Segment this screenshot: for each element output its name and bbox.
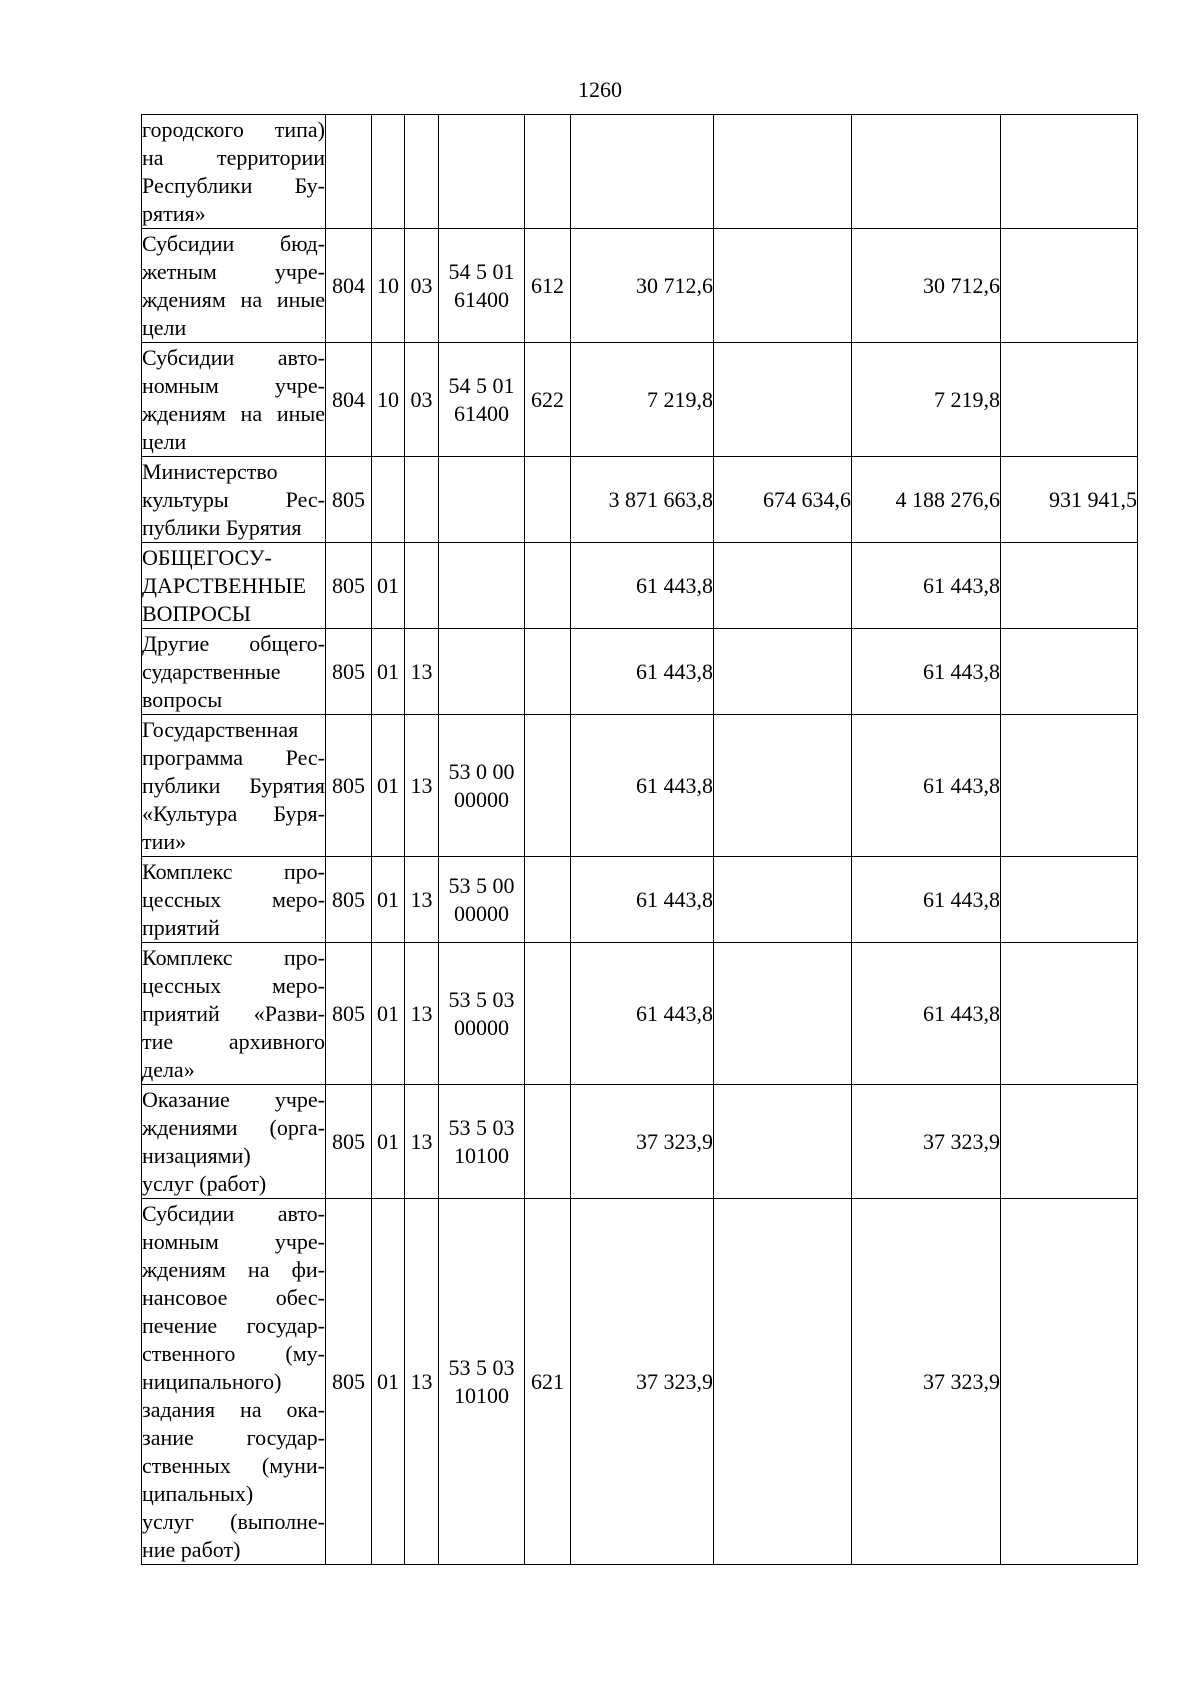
table-row: [142, 543, 1138, 629]
section-code-cell: 01: [372, 943, 405, 1085]
amount-cell-1: 37 323,9: [571, 1085, 714, 1199]
row-name-line: печение государ-: [142, 1312, 325, 1338]
amount-cell-4: [1001, 115, 1138, 229]
table-row: [142, 857, 1138, 943]
budget-table: [141, 114, 1138, 1565]
row-name-line: приятий: [142, 914, 220, 940]
target-article-cell: [439, 629, 525, 715]
target-article-cell: [439, 115, 525, 229]
amount-cell-2: [714, 543, 852, 629]
amount-cell-3: 61 443,8: [852, 629, 1001, 715]
row-name-line: ВОПРОСЫ: [142, 600, 251, 626]
amount-cell-2: [714, 343, 852, 457]
table-row: [142, 629, 1138, 715]
table-row: [142, 115, 1138, 229]
row-name-line: «Культура Буря-: [142, 800, 325, 826]
amount-cell-4: [1001, 343, 1138, 457]
row-name-line: ципальных): [142, 1480, 254, 1506]
grbs-code-cell: 805: [326, 629, 372, 715]
row-name-line: ждениями (орга-: [142, 1114, 325, 1140]
amount-cell-4: [1001, 543, 1138, 629]
row-name-line: задания на ока-: [142, 1396, 325, 1422]
expense-type-cell: 622: [525, 343, 571, 457]
section-code-cell: 01: [372, 543, 405, 629]
row-name-line: номным учре-: [142, 372, 325, 398]
amount-cell-2: [714, 857, 852, 943]
amount-cell-4: [1001, 1199, 1138, 1565]
section-code-cell: 01: [372, 715, 405, 857]
grbs-code-cell: 805: [326, 457, 372, 543]
row-name-line: Оказание учре-: [142, 1086, 325, 1112]
row-name: [142, 343, 326, 457]
section-code-cell: 01: [372, 629, 405, 715]
amount-cell-2: [714, 715, 852, 857]
expense-type-cell: [525, 115, 571, 229]
row-name-line: ственных (муни-: [142, 1452, 325, 1478]
row-name-line: дела»: [142, 1056, 195, 1082]
subsection-code-cell: [405, 457, 439, 543]
row-name-line: городского типа): [142, 116, 325, 142]
amount-cell-2: [714, 115, 852, 229]
row-name: [142, 115, 326, 229]
subsection-code-cell: 13: [405, 857, 439, 943]
amount-cell-1: 61 443,8: [571, 629, 714, 715]
grbs-code-cell: 805: [326, 543, 372, 629]
row-name-line: ниципального): [142, 1368, 282, 1394]
row-name-line: Государственная: [142, 716, 299, 742]
table-row: [142, 715, 1138, 857]
table-row: [142, 943, 1138, 1085]
amount-cell-1: 7 219,8: [571, 343, 714, 457]
table-row: [142, 343, 1138, 457]
expense-type-cell: [525, 543, 571, 629]
row-name-line: цессных меро-: [142, 972, 325, 998]
target-article-line: 00000: [454, 900, 509, 926]
grbs-code-cell: [326, 115, 372, 229]
amount-cell-3: 61 443,8: [852, 543, 1001, 629]
section-code-cell: 01: [372, 1085, 405, 1199]
row-name-line: услуг (выполне-: [142, 1508, 325, 1534]
amount-cell-1: 30 712,6: [571, 229, 714, 343]
subsection-code-cell: 13: [405, 715, 439, 857]
row-name-line: культуры Рес-: [142, 486, 325, 512]
row-name-line: рятия»: [142, 200, 206, 226]
page-number: 1260: [578, 77, 622, 102]
row-name: [142, 457, 326, 543]
row-name-line: ственного (му-: [142, 1340, 325, 1366]
grbs-code-cell: 805: [326, 857, 372, 943]
target-article-cell: [439, 715, 525, 857]
table-row: [142, 229, 1138, 343]
row-name-line: ждениям на фи-: [142, 1256, 325, 1282]
row-name: [142, 629, 326, 715]
subsection-code-cell: [405, 115, 439, 229]
amount-cell-2: [714, 629, 852, 715]
row-name-line: нансовое обес-: [142, 1284, 325, 1310]
row-name: [142, 543, 326, 629]
row-name-line: Министерство: [142, 458, 278, 484]
target-article-line: 54 5 01: [448, 372, 515, 398]
amount-cell-3: 37 323,9: [852, 1199, 1001, 1565]
table-row: [142, 457, 1138, 543]
amount-cell-2: [714, 943, 852, 1085]
section-code-cell: 10: [372, 229, 405, 343]
expense-type-cell: [525, 715, 571, 857]
amount-cell-1: 61 443,8: [571, 857, 714, 943]
amount-cell-3: 4 188 276,6: [852, 457, 1001, 543]
row-name-line: ДАРСТВЕННЫЕ: [142, 572, 307, 598]
target-article-line: 10100: [454, 1142, 509, 1168]
section-code-cell: [372, 457, 405, 543]
row-name: [142, 1199, 326, 1565]
row-name-line: программа Рес-: [142, 744, 325, 770]
table-body: [142, 115, 1138, 1565]
target-article-line: 61400: [454, 286, 509, 312]
row-name-line: Комплекс про-: [142, 944, 325, 970]
target-article-cell: [439, 543, 525, 629]
row-name-line: низациями): [142, 1142, 251, 1168]
table-row: [142, 1085, 1138, 1199]
amount-cell-2: [714, 1199, 852, 1565]
row-name: [142, 857, 326, 943]
section-code-cell: 01: [372, 1199, 405, 1565]
target-article-line: 53 0 00: [448, 758, 515, 784]
target-article-line: 00000: [454, 1014, 509, 1040]
amount-cell-4: 931 941,5: [1001, 457, 1138, 543]
target-article-cell: [439, 457, 525, 543]
row-name-line: ждениям на иные: [142, 286, 325, 312]
amount-cell-2: [714, 229, 852, 343]
section-code-cell: 10: [372, 343, 405, 457]
amount-cell-1: 37 323,9: [571, 1199, 714, 1565]
row-name-line: номным учре-: [142, 1228, 325, 1254]
target-article-cell: [439, 1199, 525, 1565]
grbs-code-cell: 805: [326, 715, 372, 857]
expense-type-cell: [525, 1085, 571, 1199]
amount-cell-1: 61 443,8: [571, 943, 714, 1085]
target-article-line: 53 5 03: [448, 1114, 515, 1140]
expense-type-cell: 612: [525, 229, 571, 343]
amount-cell-4: [1001, 229, 1138, 343]
row-name-line: тие архивного: [142, 1028, 325, 1054]
subsection-code-cell: 13: [405, 1199, 439, 1565]
amount-cell-3: 61 443,8: [852, 715, 1001, 857]
target-article-cell: [439, 943, 525, 1085]
target-article-cell: [439, 343, 525, 457]
amount-cell-4: [1001, 943, 1138, 1085]
row-name-line: на территории: [142, 144, 325, 170]
row-name-line: Субсидии бюд-: [142, 230, 325, 256]
row-name-line: Комплекс про-: [142, 858, 325, 884]
row-name-line: публики Бурятия: [142, 772, 325, 798]
grbs-code-cell: 804: [326, 343, 372, 457]
amount-cell-3: 61 443,8: [852, 943, 1001, 1085]
row-name-line: публики Бурятия: [142, 514, 302, 540]
row-name-line: жетным учре-: [142, 258, 325, 284]
target-article-cell: [439, 1085, 525, 1199]
amount-cell-4: [1001, 857, 1138, 943]
section-code-cell: 01: [372, 857, 405, 943]
subsection-code-cell: 03: [405, 343, 439, 457]
target-article-line: 53 5 00: [448, 872, 515, 898]
row-name-line: цессных меро-: [142, 886, 325, 912]
row-name-line: сударственные: [142, 658, 281, 684]
target-article-line: 61400: [454, 400, 509, 426]
subsection-code-cell: 13: [405, 629, 439, 715]
subsection-code-cell: 13: [405, 943, 439, 1085]
row-name: [142, 229, 326, 343]
grbs-code-cell: 805: [326, 1085, 372, 1199]
subsection-code-cell: 03: [405, 229, 439, 343]
grbs-code-cell: 805: [326, 1199, 372, 1565]
row-name-line: тии»: [142, 828, 187, 854]
amount-cell-3: 30 712,6: [852, 229, 1001, 343]
section-code-cell: [372, 115, 405, 229]
grbs-code-cell: 804: [326, 229, 372, 343]
row-name: [142, 943, 326, 1085]
amount-cell-4: [1001, 629, 1138, 715]
row-name: [142, 715, 326, 857]
row-name-line: Субсидии авто-: [142, 1200, 325, 1226]
row-name-line: ние работ): [142, 1536, 241, 1562]
target-article-line: 00000: [454, 786, 509, 812]
amount-cell-4: [1001, 1085, 1138, 1199]
expense-type-cell: 621: [525, 1199, 571, 1565]
target-article-cell: [439, 857, 525, 943]
row-name-line: ждениям на иные: [142, 400, 325, 426]
row-name-line: услуг (работ): [142, 1170, 267, 1196]
subsection-code-cell: [405, 543, 439, 629]
amount-cell-3: 7 219,8: [852, 343, 1001, 457]
amount-cell-2: [714, 1085, 852, 1199]
target-article-line: 53 5 03: [448, 1354, 515, 1380]
row-name-line: Республики Бу-: [142, 172, 325, 198]
row-name-line: ОБЩЕГОСУ-: [142, 544, 272, 570]
row-name-line: Другие общего-: [142, 630, 325, 656]
amount-cell-2: 674 634,6: [714, 457, 852, 543]
amount-cell-1: 61 443,8: [571, 715, 714, 857]
row-name-line: цели: [142, 428, 187, 454]
expense-type-cell: [525, 629, 571, 715]
amount-cell-1: 3 871 663,8: [571, 457, 714, 543]
row-name: [142, 1085, 326, 1199]
target-article-line: 54 5 01: [448, 258, 515, 284]
grbs-code-cell: 805: [326, 943, 372, 1085]
amount-cell-1: 61 443,8: [571, 543, 714, 629]
table-row: [142, 1199, 1138, 1565]
amount-cell-3: 61 443,8: [852, 857, 1001, 943]
subsection-code-cell: 13: [405, 1085, 439, 1199]
row-name-line: цели: [142, 314, 187, 340]
expense-type-cell: [525, 857, 571, 943]
row-name-line: приятий «Разви-: [142, 1000, 325, 1026]
row-name-line: вопросы: [142, 686, 223, 712]
amount-cell-4: [1001, 715, 1138, 857]
row-name-line: зание государ-: [142, 1424, 325, 1450]
amount-cell-1: [571, 115, 714, 229]
amount-cell-3: [852, 115, 1001, 229]
expense-type-cell: [525, 943, 571, 1085]
amount-cell-3: 37 323,9: [852, 1085, 1001, 1199]
target-article-line: 10100: [454, 1382, 509, 1408]
expense-type-cell: [525, 457, 571, 543]
target-article-line: 53 5 03: [448, 986, 515, 1012]
target-article-cell: [439, 229, 525, 343]
row-name-line: Субсидии авто-: [142, 344, 325, 370]
